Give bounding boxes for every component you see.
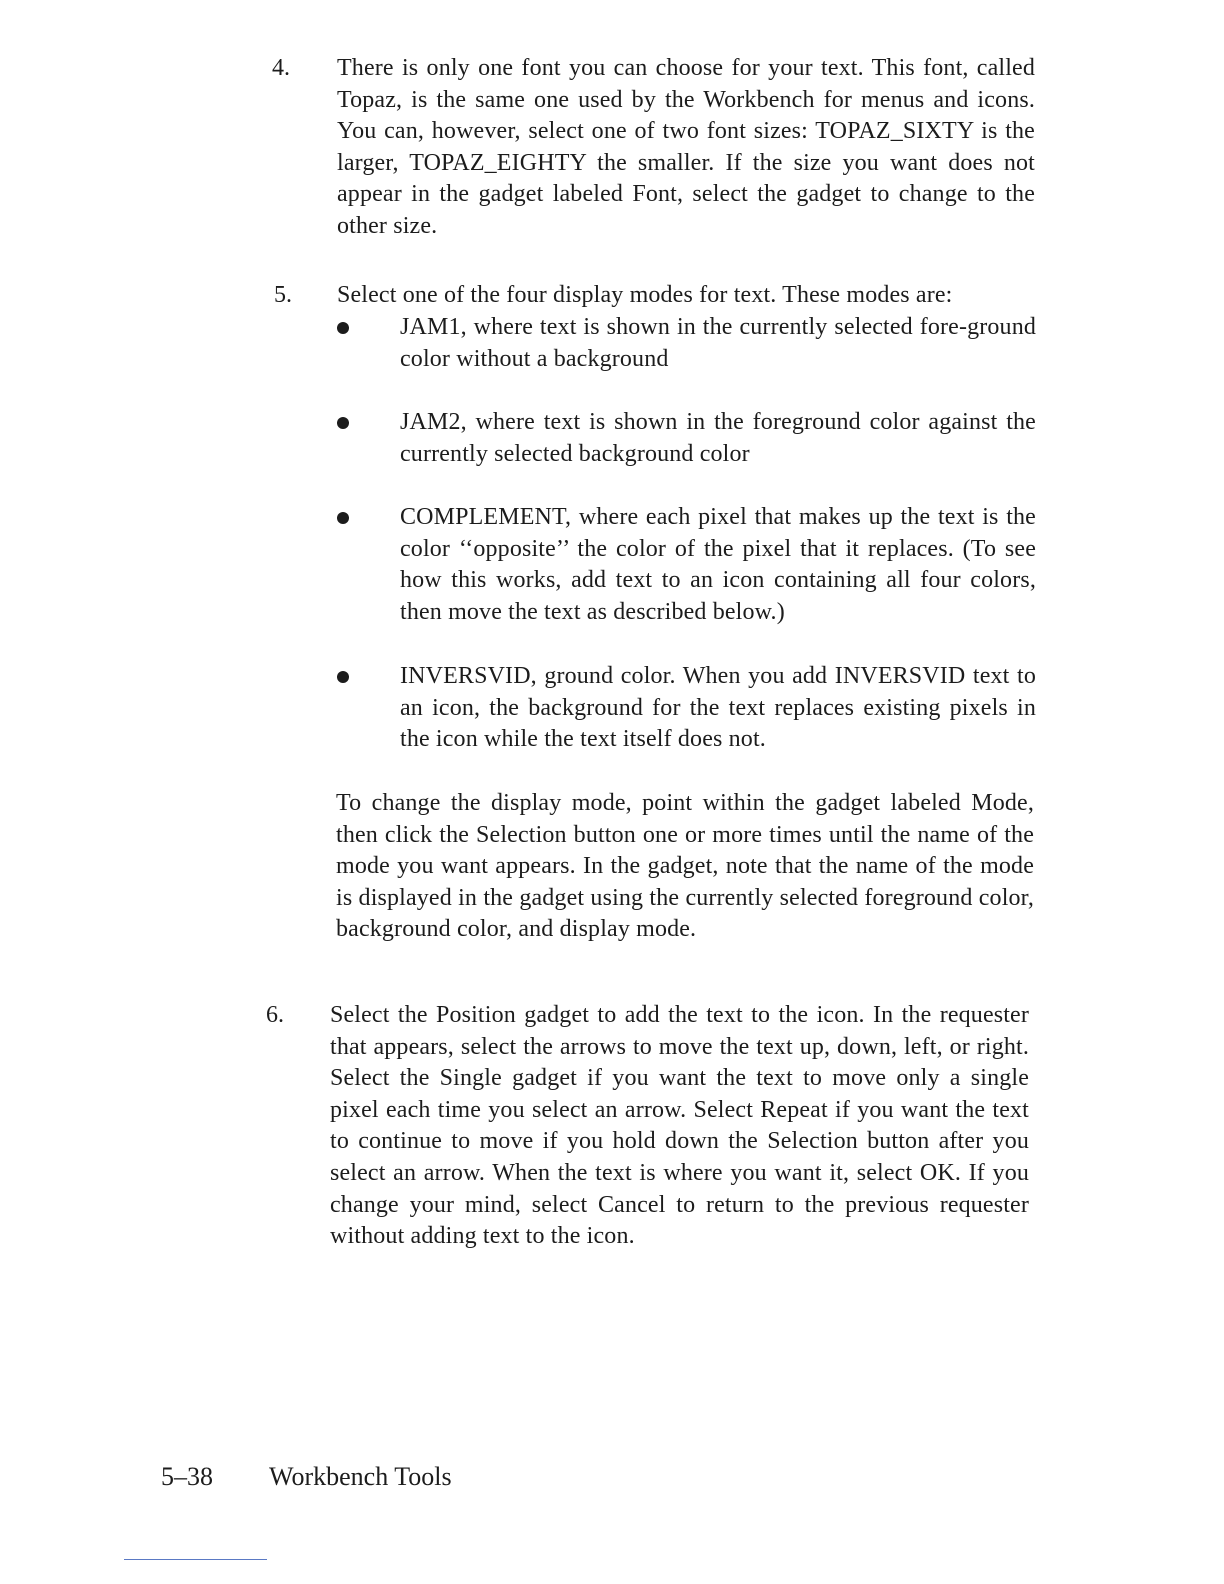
bullet-text: JAM2, where text is shown in the foreground color against the currently selected background color (400, 409, 1036, 467)
page-number: 5–38 (161, 1462, 213, 1491)
display-mode-paragraph: To change the display mode, point within the gadget labeled Mode, then click the Selection button one or more times until the name of the mode you want appears. In the gadget, note that the name of the mode is displayed in the gadget using the currently selected foreground color, background color, and display mode. (336, 790, 1034, 943)
item-5-number: 5. (274, 282, 292, 308)
bullet-text: JAM1, where text is shown in the currently selected fore-ground color without a background (400, 314, 1036, 372)
bullet-icon (337, 512, 349, 524)
bullet-icon (337, 417, 349, 429)
item-4-number: 4. (272, 55, 290, 81)
bullet-text: COMPLEMENT, where each pixel that makes up the text is the color ‘‘opposite’’ the color of the pixel that it replaces. (To see how this works, add text to an icon containing all four colors, then move the text as described below.) (400, 504, 1036, 625)
bullet-icon (337, 322, 349, 334)
item-6-number: 6. (266, 1002, 284, 1028)
item-6-paragraph: Select the Position gadget to add the text to the icon. In the requester that appears, select the arrows to move the text up, down, left, or right. Select the Single gadget if you want the text to move only a single pixel each time you select an arrow. Select Repeat if you want the text to continue to move if you hold down the Selection button after you select an arrow. When the text is where you want it, select OK. If you change your mind, select Cancel to return to the previous requester without adding text to the icon. (330, 1002, 1029, 1250)
footer-rule (124, 1559, 267, 1560)
item-4-paragraph: There is only one font you can choose for your text. This font, called Topaz, is the same one used by the Workbench for menus and icons. You can, however, select one of two font sizes: TOPAZ_SIXTY is the larger, TOPAZ_EIGHTY the smaller. If the size you want does not appear in the gadget labeled Font, select the gadget to change to the other size. (337, 55, 1035, 239)
section-title: Workbench Tools (269, 1462, 452, 1491)
bullet-text: INVERSVID, ground color. When you add INVERSVID text to an icon, the background for the text replaces existing pixels in the icon while the text itself does not. (400, 663, 1036, 753)
item-5-intro: Select one of the four display modes for text. These modes are: (337, 282, 953, 308)
bullet-icon (337, 671, 349, 683)
